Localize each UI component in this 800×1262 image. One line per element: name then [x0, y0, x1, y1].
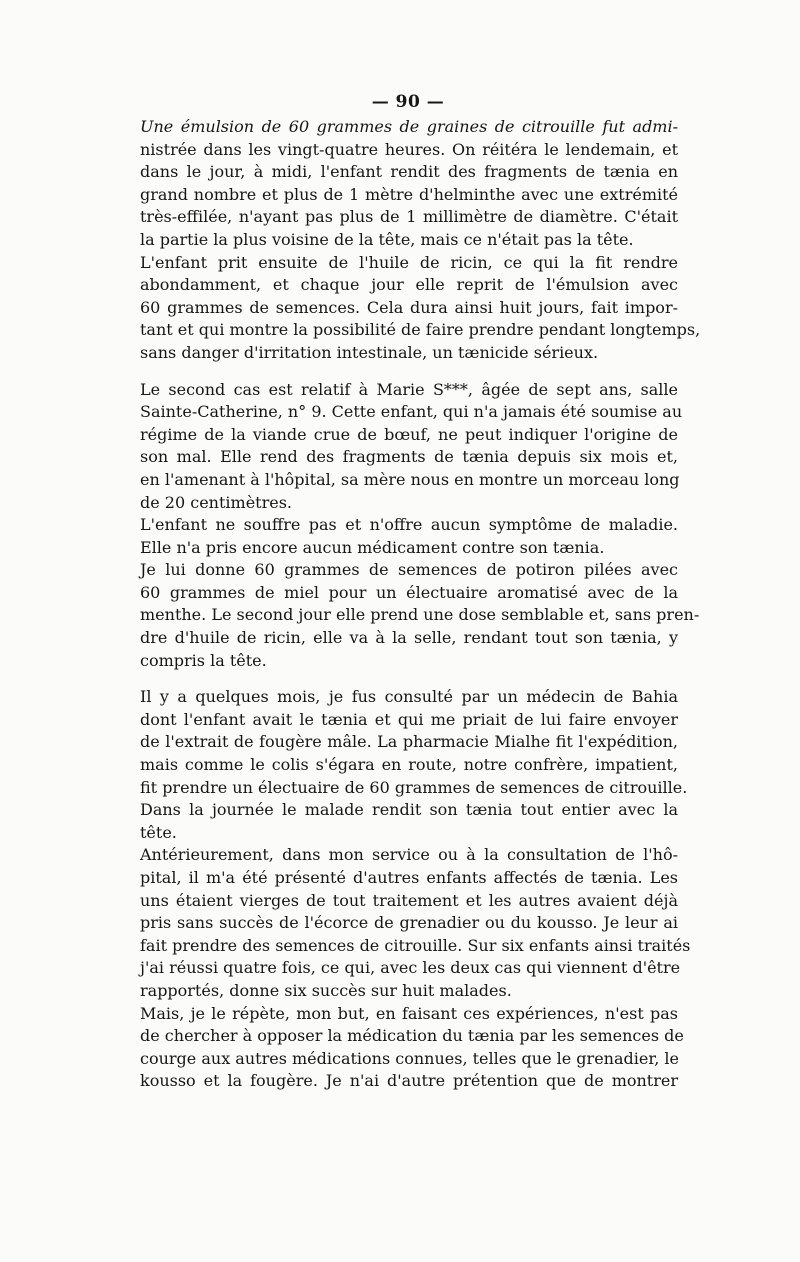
text-line: régime de la viande crue de bœuf, ne peut indiquer l'origine de: [140, 424, 678, 444]
text-line: tête.: [140, 822, 177, 842]
text-line: Mais, je le répète, mon but, en faisant ces expériences, n'est pas: [140, 1003, 678, 1023]
text-line: Dans la journée le malade rendit son tænia tout entier avec la: [140, 800, 678, 820]
text-line: uns étaient vierges de tout traitement et les autres avaient déjà: [140, 890, 678, 910]
text-line: 60 grammes de semences. Cela dura ainsi huit jours, fait impor-: [140, 297, 678, 317]
text-line: compris la tête.: [140, 650, 267, 670]
text-line: Antérieurement, dans mon service ou à la consultation de l'hô-: [140, 845, 678, 865]
text-line: abondamment, et chaque jour elle reprit de l'émulsion avec: [140, 275, 678, 295]
text-line: la partie la plus voisine de la tête, mais ce n'était pas la tête.: [140, 229, 634, 249]
text-line: tant et qui montre la possibilité de faire prendre pendant longtemps,: [140, 320, 701, 340]
paragraph-6: [118, 686, 688, 844]
text-line: Elle n'a pris encore aucun médicament contre son tænia.: [140, 537, 605, 557]
text-line: grand nombre et plus de 1 mètre d'helminthe avec une extrémité: [140, 184, 678, 204]
text-line: son mal. Elle rend des fragments de tænia depuis six mois et,: [140, 447, 678, 467]
page-number: — 90 —: [371, 92, 445, 112]
text-line: mais comme le colis s'égara en route, notre confrère, impatient,: [140, 755, 678, 775]
text-line: sans danger d'irritation intestinale, un tænicide sérieux.: [140, 342, 599, 362]
text-line: fait prendre des semences de citrouille. Sur six enfants ainsi traités: [140, 935, 691, 955]
page-text-block: [118, 88, 701, 1093]
text-line: pital, il m'a été présenté d'autres enfants affectés de tænia. Les: [140, 868, 678, 887]
paragraph-1: [118, 116, 678, 252]
text-line: dont l'enfant avait le tænia et qui me priait de lui faire envoyer: [140, 709, 678, 729]
text-line: j'ai réussi quatre fois, ce qui, avec les deux cas qui viennent d'être: [140, 958, 681, 978]
text-line: dans le jour, à midi, l'enfant rendit des fragments de tænia en: [140, 162, 678, 182]
paragraph-7: [118, 844, 691, 1002]
text-line: de chercher à opposer la médication du tænia par les semences de: [140, 1026, 684, 1046]
text-line: 60 grammes de miel pour un électuaire aromatisé avec de la: [140, 582, 678, 602]
text-line: en l'amenant à l'hôpital, sa mère nous en montre un morceau long: [140, 469, 680, 489]
text-line: nistrée dans les vingt-quatre heures. On réitéra le lendemain, et: [140, 139, 678, 159]
paragraph-5: [118, 559, 700, 672]
text-line: Sainte-Catherine, n° 9. Cette enfant, qui n'a jamais été soumise au: [140, 402, 683, 422]
text-line: Une émulsion de 60 grammes de graines de citrouille fut admi-: [140, 117, 678, 136]
text-line: kousso et la fougère. Je n'ai d'autre prétention que de montrer: [140, 1071, 678, 1091]
text-line: L'enfant prit ensuite de l'huile de ricin, ce qui la fit rendre: [140, 252, 678, 272]
text-line: menthe. Le second jour elle prend une dose semblable et, sans pren-: [140, 605, 700, 625]
paragraph-3: [118, 379, 683, 515]
text-line: dre d'huile de ricin, elle va à la selle, rendant tout son tænia, y: [140, 628, 678, 648]
text-line: Je lui donne 60 grammes de semences de potiron pilées avec: [140, 560, 678, 580]
paragraph-8: [118, 1003, 684, 1093]
paragraph-2: [118, 252, 701, 365]
text-line: fit prendre un électuaire de 60 grammes de semences de citrouille.: [140, 777, 688, 797]
text-line: Le second cas est relatif à Marie S***, âgée de sept ans, salle: [140, 379, 678, 399]
text-line: de 20 centimètres.: [140, 492, 293, 512]
paragraph-4: [118, 514, 678, 559]
text-line: rapportés, donne six succès sur huit malades.: [140, 980, 512, 1000]
text-line: pris sans succès de l'écorce de grenadier ou du kousso. Je leur ai: [140, 913, 678, 933]
text-line: L'enfant ne souffre pas et n'offre aucun symptôme de maladie.: [140, 515, 678, 535]
text-line: très-effilée, n'ayant pas plus de 1 millimètre de diamètre. C'était: [140, 207, 678, 227]
text-line: Il y a quelques mois, je fus consulté par un médecin de Bahia: [140, 687, 678, 707]
text-line: courge aux autres médications connues, telles que le grenadier, le: [140, 1048, 679, 1068]
text-line: de l'extrait de fougère mâle. La pharmacie Mialhe fit l'expédition,: [140, 732, 678, 752]
